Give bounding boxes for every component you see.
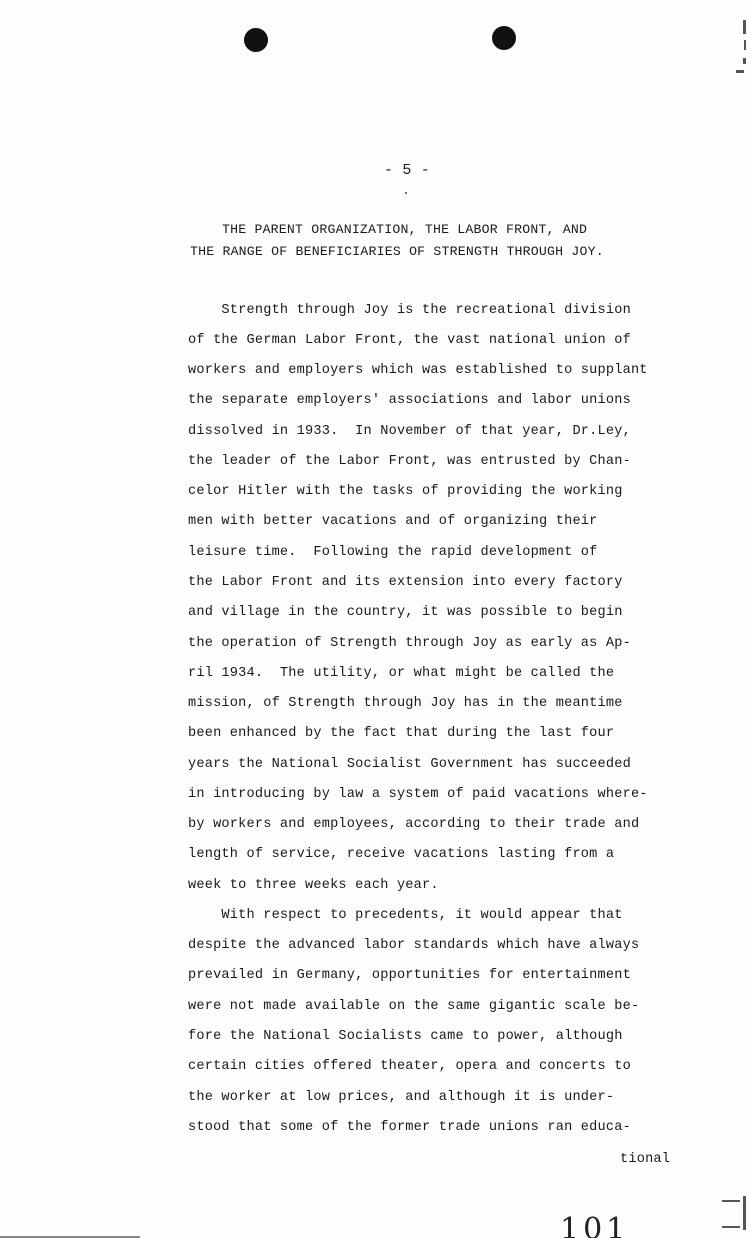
body-line: mission, of Strength through Joy has in the meantime <box>188 696 623 711</box>
body-line: ril 1934. The utility, or what might be called the <box>188 666 615 681</box>
body-line: men with better vacations and of organizing their <box>188 514 598 529</box>
body-line: by workers and employees, according to their trade and <box>188 817 640 832</box>
punch-hole-left <box>244 28 268 52</box>
body-line: fore the National Socialists came to power, although <box>188 1029 623 1044</box>
body-line: prevailed in Germany, opportunities for entertainment <box>188 968 631 983</box>
body-line: certain cities offered theater, opera and concerts to <box>188 1059 631 1074</box>
page-number-dot <box>405 192 407 194</box>
body-line: celor Hitler with the tasks of providing the working <box>188 484 623 499</box>
heading-line-1: THE PARENT ORGANIZATION, THE LABOR FRONT, AND <box>222 222 588 237</box>
body-line: and village in the country, it was possible to begin <box>188 605 623 620</box>
body-line: the worker at low prices, and although it is under- <box>188 1090 615 1105</box>
body-line: the leader of the Labor Front, was entrusted by Chan- <box>188 454 631 469</box>
body-line: workers and employers which was established to supplant <box>188 363 648 378</box>
body-line: stood that some of the former trade unions ran educa- <box>188 1120 631 1135</box>
body-line: years the National Socialist Government has succeeded <box>188 757 631 772</box>
page-number: - 5 - <box>384 162 431 179</box>
body-line: despite the advanced labor standards which have always <box>188 938 640 953</box>
body-line: leisure time. Following the rapid development of <box>188 545 598 560</box>
scan-edge-bottom <box>0 1230 750 1238</box>
body-line: the separate employers' associations and labor unions <box>188 393 631 408</box>
body-line: With respect to precedents, it would appear that <box>188 908 623 923</box>
body-line: the Labor Front and its extension into every factory <box>188 575 623 590</box>
body-line: in introducing by law a system of paid vacations where- <box>188 787 648 802</box>
body-line: dissolved in 1933. In November of that year, Dr.Ley, <box>188 424 631 439</box>
body-line: length of service, receive vacations lasting from a <box>188 847 615 862</box>
handwritten-stamp: 101 <box>560 1212 630 1238</box>
body-line: the operation of Strength through Joy as early as Ap- <box>188 636 631 651</box>
heading-line-2: THE RANGE OF BENEFICIARIES OF STRENGTH THROUGH JOY. <box>190 244 604 259</box>
scan-edge-right <box>714 0 750 1238</box>
body-line: week to three weeks each year. <box>188 878 439 893</box>
body-line: were not made available on the same gigantic scale be- <box>188 999 640 1014</box>
continuation-word: tional <box>620 1152 671 1167</box>
body-line: of the German Labor Front, the vast national union of <box>188 333 631 348</box>
punch-hole-right <box>492 26 516 50</box>
body-line: been enhanced by the fact that during the last four <box>188 726 615 741</box>
body-line: Strength through Joy is the recreational division <box>188 303 631 318</box>
